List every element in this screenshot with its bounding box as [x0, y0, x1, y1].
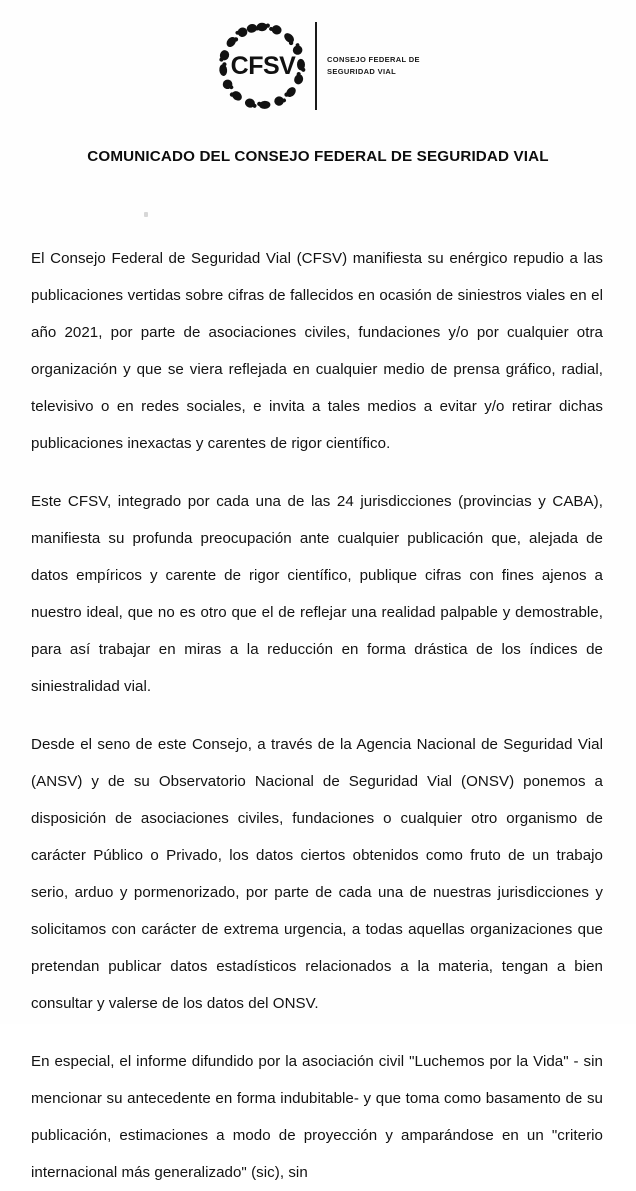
- scan-artifact: [144, 212, 148, 217]
- cfsv-logo-mark: [213, 17, 311, 115]
- logo-acronym: CFSV: [230, 51, 296, 80]
- paragraph: Este CFSV, integrado por cada una de las 24 jurisdicciones (provincias y CABA), manifiesta su profunda preocupación ante cualquier publicación que, alejada de datos empíricos y carente de rigor científico, publique cifras con fines ajenos a nuestro ideal, que no es otro que el de reflejar una realidad palpable y demostrable, para así trabajar en miras a la reducción en forma drástica de los índices de siniestralidad vial.: [31, 493, 603, 695]
- letterhead-divider: [315, 22, 317, 110]
- organization-name: CONSEJO FEDERAL DE SEGURIDAD VIAL: [327, 55, 420, 76]
- page-title: COMUNICADO DEL CONSEJO FEDERAL DE SEGURIDAD VIAL: [87, 148, 549, 165]
- paragraph: El Consejo Federal de Seguridad Vial (CFSV) manifiesta su enérgico repudio a las publicaciones vertidas sobre cifras de fallecidos en ocasión de siniestros viales en el año 2021, por parte de asociaciones civiles, fundaciones y/o por cualquier otra organización y que se viera reflejada en cualquier medio de prensa gráfico, radial, televisivo o en redes sociales, e invita a tales medios a evitar y/o retirar dichas publicaciones inexactas y carentes de rigor científico.: [31, 250, 603, 452]
- document-body: [31, 240, 603, 1191]
- paragraph: Desde el seno de este Consejo, a través de la Agencia Nacional de Seguridad Vial (ANSV) y de su Observatorio Nacional de Seguridad Vial (ONSV) ponemos a disposición de asociaciones civiles, fundaciones o cualquier otro organismo de carácter Público o Privado, los datos ciertos obtenidos como fruto de un trabajo serio, arduo y pormenorizado, por parte de cada una de nuestras jurisdicciones y solicitamos con carácter de extrema urgencia, a todas aquellas organizaciones que pretendan publicar datos estadísticos relacionados a la materia, tengan a bien consultar y valerse de los datos del ONSV.: [31, 736, 603, 1012]
- cfsv-logo: [213, 17, 423, 115]
- paragraph: En especial, el informe difundido por la asociación civil "Luchemos por la Vida" - sin mencionar su antecedente en forma indubitable- y que toma como basamento de su publicación, estimaciones a modo de proyección y amparándose en un "criterio internacional más generalizado" (sic), sin: [31, 1053, 603, 1181]
- letterhead: [0, 10, 636, 122]
